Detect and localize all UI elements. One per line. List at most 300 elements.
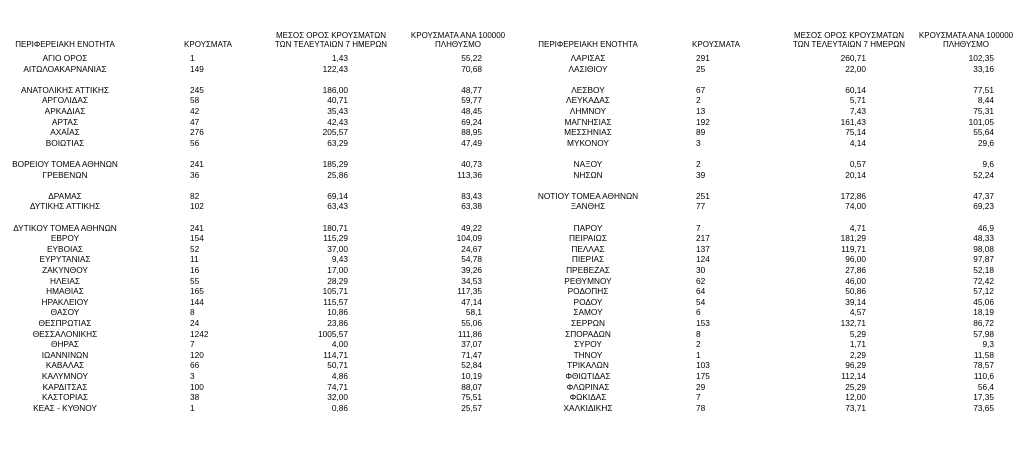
per100k-value: 69,23 (973, 201, 994, 212)
per100k-value: 48,45 (461, 106, 482, 116)
table-row (520, 170, 1024, 180)
table-row (520, 318, 1024, 328)
cases-value: 77 (696, 201, 706, 212)
avg7-value: 1005,57 (318, 328, 348, 339)
header-avg7: ΜΕΣΟΣ ΟΡΟΣ ΚΡΟΥΣΜΑΤΩΝ ΤΩΝ ΤΕΛΕΥΤΑΙΩΝ 7 ΗΜΕΡΩΝ (274, 31, 388, 49)
header-region: ΠΕΡΙΦΕΡΕΙΑΚΗ ΕΝΟΤΗΤΑ (15, 40, 115, 49)
per100k-value: 29,6 (977, 137, 994, 148)
table-row (0, 360, 520, 370)
cases-value: 1242 (190, 328, 209, 339)
avg7-value: 39,14 (845, 296, 866, 307)
region-name: ΙΩΑΝΝΙΝΩΝ (41, 349, 89, 360)
per100k-value: 117,35 (457, 286, 482, 297)
table-row (0, 138, 520, 148)
cases-value: 241 (190, 159, 204, 169)
table-row (520, 233, 1024, 243)
table-row (520, 201, 1024, 211)
avg7-value: 20,14 (845, 169, 866, 180)
table-row (0, 329, 520, 339)
cases-value: 8 (190, 307, 195, 318)
table-row (0, 339, 520, 349)
cases-value: 3 (696, 137, 701, 148)
cases-value: 120 (190, 349, 204, 360)
avg7-value: 132,71 (840, 318, 866, 328)
table-row (520, 191, 1024, 201)
header-avg7: ΜΕΣΟΣ ΟΡΟΣ ΚΡΟΥΣΜΑΤΩΝ ΤΩΝ ΤΕΛΕΥΤΑΙΩΝ 7 ΗΜΕΡΩΝ (792, 31, 906, 49)
table-row (0, 223, 520, 233)
region-name: ΜΕΣΣΗΝΙΑΣ (564, 127, 612, 138)
region-name: ΡΕΘΥΜΝΟΥ (564, 275, 612, 286)
per100k-value: 47,37 (973, 190, 994, 201)
table-row (520, 276, 1024, 286)
cases-value: 2 (696, 159, 701, 169)
table-row (0, 403, 520, 413)
cases-value: 30 (696, 265, 706, 275)
avg7-value: 63,29 (327, 137, 348, 148)
avg7-value: 12,00 (845, 392, 866, 403)
table-row (520, 223, 1024, 233)
per100k-value: 110,6 (973, 371, 994, 381)
per100k-value: 83,43 (461, 190, 482, 201)
avg7-value: 2,29 (849, 349, 866, 360)
cases-value: 217 (696, 233, 710, 244)
per100k-value: 104,09 (456, 233, 482, 244)
per100k-value: 55,06 (461, 318, 482, 328)
avg7-value: 122,43 (322, 63, 348, 74)
cases-value: 25 (696, 63, 706, 74)
avg7-value: 46,00 (845, 275, 866, 286)
table-row (0, 233, 520, 243)
avg7-value: 115,29 (323, 233, 348, 244)
per100k-value: 52,18 (973, 265, 994, 275)
region-name: ΠΕΙΡΑΙΩΣ (569, 233, 607, 244)
cases-value: 47 (190, 116, 200, 127)
per100k-value: 11,58 (973, 349, 994, 360)
per100k-value: 45,06 (973, 296, 994, 307)
region-name: ΒΟΙΩΤΙΑΣ (45, 137, 85, 148)
table-row (520, 254, 1024, 264)
table-row (520, 371, 1024, 381)
table-row (0, 371, 520, 381)
table-row (0, 265, 520, 275)
per100k-value: 111,86 (457, 328, 482, 339)
cases-value: 62 (696, 275, 706, 286)
per100k-value: 57,12 (973, 286, 994, 297)
cases-value: 2 (696, 339, 701, 350)
region-name: ΠΡΕΒΕΖΑΣ (566, 265, 610, 275)
cases-value: 137 (696, 243, 710, 254)
region-name: ΚΑΛΥΜΝΟΥ (41, 371, 89, 381)
per100k-value: 70,68 (461, 63, 482, 74)
per100k-value: 24,67 (461, 243, 482, 254)
per100k-value: 56,4 (977, 381, 994, 392)
cases-value: 6 (696, 307, 701, 318)
avg7-value: 0,86 (331, 402, 348, 413)
cases-value: 7 (696, 392, 701, 403)
cases-value: 13 (696, 106, 706, 116)
table-row (0, 276, 520, 286)
table-row (520, 392, 1024, 402)
region-name: ΓΡΕΒΕΝΩΝ (42, 169, 88, 180)
avg7-value: 22,00 (845, 63, 866, 74)
avg7-value: 186,00 (322, 84, 348, 95)
cases-value: 1 (190, 402, 195, 413)
region-name: ΒΟΡΕΙΟΥ ΤΟΜΕΑ ΑΘΗΝΩΝ (12, 159, 118, 169)
cases-value: 56 (190, 137, 200, 148)
table-row (0, 201, 520, 211)
cases-value: 11 (190, 254, 199, 265)
region-name: ΜΑΓΝΗΣΙΑΣ (564, 116, 612, 127)
region-name: ΗΡΑΚΛΕΙΟΥ (41, 296, 89, 307)
region-name: ΔΥΤΙΚΟΥ ΤΟΜΕΑ ΑΘΗΝΩΝ (13, 222, 117, 233)
table-row (520, 265, 1024, 275)
region-name: ΣΑΜΟΥ (573, 307, 603, 318)
region-name: ΑΧΑΪΑΣ (50, 127, 80, 138)
avg7-value: 205,57 (322, 127, 348, 138)
cases-value: 8 (696, 328, 701, 339)
avg7-value: 96,29 (845, 360, 866, 371)
per100k-value: 10,19 (461, 371, 482, 381)
table-row (520, 382, 1024, 392)
right-table (520, 0, 1024, 455)
avg7-value: 4,86 (331, 371, 348, 381)
region-name: ΣΕΡΡΩΝ (571, 318, 605, 328)
per100k-value: 52,24 (973, 169, 994, 180)
cases-value: 102 (190, 201, 204, 212)
region-name: ΦΛΩΡΙΝΑΣ (566, 381, 610, 392)
region-name: ΛΕΥΚΑΔΑΣ (566, 95, 610, 106)
per100k-value: 9,3 (982, 339, 994, 350)
region-name: ΛΗΜΝΟΥ (569, 106, 607, 116)
header-region: ΠΕΡΙΦΕΡΕΙΑΚΗ ΕΝΟΤΗΤΑ (538, 40, 638, 49)
avg7-value: 25,29 (845, 381, 866, 392)
cases-value: 82 (190, 190, 200, 201)
avg7-value: 4,57 (849, 307, 866, 318)
table-row (520, 138, 1024, 148)
region-name: ΛΑΣΙΘΙΟΥ (568, 63, 608, 74)
table-row (520, 244, 1024, 254)
table-row (0, 53, 520, 63)
region-name: ΑΓΙΟ ΟΡΟΣ (42, 53, 88, 63)
region-name: ΕΒΡΟΥ (50, 233, 80, 244)
header-per100k: ΚΡΟΥΣΜΑΤΑ ΑΝΑ 100000 ΠΛΗΘΥΣΜΟ (410, 31, 506, 49)
cases-value: 52 (190, 243, 200, 254)
cases-value: 154 (190, 233, 204, 244)
avg7-value: 42,43 (327, 116, 348, 127)
cases-value: 1 (190, 53, 195, 63)
avg7-value: 73,71 (845, 402, 866, 413)
cases-value: 153 (696, 318, 710, 328)
per100k-value: 48,33 (973, 233, 994, 244)
per100k-value: 102,35 (968, 53, 994, 63)
table-row (520, 339, 1024, 349)
cases-value: 36 (190, 169, 200, 180)
avg7-value: 69,14 (327, 190, 348, 201)
region-name: ΚΑΣΤΟΡΙΑΣ (41, 392, 89, 403)
cases-value: 39 (696, 169, 706, 180)
avg7-value: 114,71 (323, 349, 348, 360)
region-name: ΦΩΚΙΔΑΣ (569, 392, 607, 403)
header-per100k: ΚΡΟΥΣΜΑΤΑ ΑΝΑ 100000 ΠΛΗΘΥΣΜΟ (918, 31, 1014, 49)
table-row (0, 382, 520, 392)
header-cases: ΚΡΟΥΣΜΑΤΑ (692, 40, 740, 49)
table-row (0, 297, 520, 307)
region-name: ΕΥΡΥΤΑΝΙΑΣ (39, 254, 91, 265)
table-row (0, 350, 520, 360)
avg7-value: 5,29 (849, 328, 866, 339)
per100k-value: 33,16 (973, 63, 994, 74)
region-name: ΤΡΙΚΑΛΩΝ (567, 360, 609, 371)
region-name: ΘΕΣΠΡΩΤΙΑΣ (38, 318, 92, 328)
region-name: ΑΝΑΤΟΛΙΚΗΣ ΑΤΤΙΚΗΣ (20, 84, 110, 95)
per100k-value: 78,57 (973, 360, 994, 371)
avg7-value: 28,29 (327, 275, 348, 286)
avg7-value: 185,29 (322, 159, 348, 169)
region-name: ΗΛΕΙΑΣ (49, 275, 81, 286)
per100k-value: 57,98 (973, 328, 994, 339)
avg7-value: 1,71 (849, 339, 866, 350)
avg7-value: 4,71 (849, 222, 866, 233)
table-row (0, 117, 520, 127)
per100k-value: 72,42 (973, 275, 994, 286)
region-name: ΑΡΓΟΛΙΔΑΣ (42, 95, 88, 106)
cases-value: 144 (190, 296, 204, 307)
table-row (520, 53, 1024, 63)
region-name: ΘΑΣΟΥ (50, 307, 80, 318)
region-name: ΑΙΤΩΛΟΑΚΑΡΝΑΝΙΑΣ (23, 63, 107, 74)
region-name: ΘΕΣΣΑΛΟΝΙΚΗΣ (32, 328, 98, 339)
avg7-value: 1,43 (331, 53, 348, 63)
cases-value: 29 (696, 381, 706, 392)
region-name: ΛΕΣΒΟΥ (571, 84, 605, 95)
table-row (520, 127, 1024, 137)
cases-value: 38 (190, 392, 200, 403)
region-name: ΣΠΟΡΑΔΩΝ (565, 328, 611, 339)
cases-value: 2 (696, 95, 701, 106)
per100k-value: 59,77 (461, 95, 482, 106)
cases-value: 7 (696, 222, 701, 233)
region-name: ΚΑΡΔΙΤΣΑΣ (42, 381, 88, 392)
region-name: ΔΥΤΙΚΗΣ ΑΤΤΙΚΗΣ (29, 201, 101, 212)
per100k-value: 71,47 (461, 349, 482, 360)
avg7-value: 17,00 (327, 265, 348, 275)
avg7-value: 0,57 (849, 159, 866, 169)
cases-value: 24 (190, 318, 200, 328)
avg7-value: 37,00 (327, 243, 348, 254)
cases-value: 100 (190, 381, 204, 392)
per100k-value: 101,05 (968, 116, 994, 127)
table-row (520, 117, 1024, 127)
table-row (520, 85, 1024, 95)
avg7-value: 180,71 (322, 222, 348, 233)
cases-value: 149 (190, 63, 204, 74)
table-row (520, 307, 1024, 317)
per100k-value: 25,57 (461, 402, 482, 413)
table-row (0, 85, 520, 95)
avg7-value: 23,86 (327, 318, 348, 328)
region-name: ΠΙΕΡΙΑΣ (571, 254, 605, 265)
avg7-value: 74,71 (327, 381, 348, 392)
cases-value: 7 (190, 339, 195, 350)
per100k-value: 17,35 (973, 392, 994, 403)
table-row (0, 286, 520, 296)
table-row (0, 127, 520, 137)
cases-value: 124 (696, 254, 710, 265)
table-row (0, 318, 520, 328)
cases-value: 3 (190, 371, 195, 381)
per100k-value: 69,24 (461, 116, 482, 127)
region-name: ΦΘΙΩΤΙΔΑΣ (565, 371, 611, 381)
avg7-value: 50,71 (327, 360, 348, 371)
table-row (520, 159, 1024, 169)
per100k-value: 77,51 (973, 84, 994, 95)
per100k-value: 54,78 (461, 254, 482, 265)
table-row (0, 191, 520, 201)
per100k-value: 34,53 (461, 275, 482, 286)
per100k-value: 55,64 (973, 127, 994, 138)
per100k-value: 63,38 (461, 201, 482, 212)
avg7-value: 260,71 (840, 53, 866, 63)
region-name: ΠΑΡΟΥ (573, 222, 603, 233)
table-row (520, 64, 1024, 74)
avg7-value: 32,00 (327, 392, 348, 403)
cases-value: 54 (696, 296, 706, 307)
table-row (520, 106, 1024, 116)
table-row (0, 254, 520, 264)
per100k-value: 98,08 (973, 243, 994, 254)
avg7-value: 7,43 (849, 106, 866, 116)
per100k-value: 9,6 (982, 159, 994, 169)
avg7-value: 119,71 (841, 243, 866, 254)
per100k-value: 18,19 (973, 307, 994, 318)
avg7-value: 74,00 (845, 201, 866, 212)
avg7-value: 50,86 (845, 286, 866, 297)
per100k-value: 75,31 (973, 106, 994, 116)
table-row (520, 286, 1024, 296)
cases-value: 89 (696, 127, 706, 138)
per100k-value: 48,77 (461, 84, 482, 95)
region-name: ΡΟΔΟΥ (573, 296, 603, 307)
cases-value: 67 (696, 84, 706, 95)
avg7-value: 75,14 (845, 127, 866, 138)
table-row (0, 95, 520, 105)
per100k-value: 86,72 (973, 318, 994, 328)
per100k-value: 39,26 (461, 265, 482, 275)
avg7-value: 35,43 (327, 106, 348, 116)
avg7-value: 25,86 (327, 169, 348, 180)
table-row (0, 244, 520, 254)
region-name: ΝΑΞΟΥ (573, 159, 603, 169)
cases-value: 66 (190, 360, 200, 371)
region-name: ΔΡΑΜΑΣ (48, 190, 82, 201)
table-row (0, 307, 520, 317)
avg7-value: 10,86 (327, 307, 348, 318)
cases-value: 58 (190, 95, 200, 106)
avg7-value: 63,43 (327, 201, 348, 212)
per100k-value: 55,22 (461, 53, 482, 63)
cases-value: 64 (696, 286, 706, 297)
cases-value: 55 (190, 275, 200, 286)
per100k-value: 40,73 (461, 159, 482, 169)
per100k-value: 52,84 (461, 360, 482, 371)
table-row (0, 106, 520, 116)
per100k-value: 46,9 (977, 222, 994, 233)
cases-value: 192 (696, 116, 710, 127)
region-name: ΚΕΑΣ - ΚΥΘΝΟΥ (33, 402, 97, 413)
cases-value: 42 (190, 106, 200, 116)
region-name: ΛΑΡΙΣΑΣ (570, 53, 606, 63)
table-row (0, 159, 520, 169)
avg7-value: 181,29 (840, 233, 866, 244)
avg7-value: 4,00 (331, 339, 348, 350)
avg7-value: 115,57 (323, 296, 348, 307)
per100k-value: 75,51 (461, 392, 482, 403)
avg7-value: 40,71 (327, 95, 348, 106)
cases-value: 241 (190, 222, 204, 233)
avg7-value: 4,14 (849, 137, 866, 148)
table-row (0, 64, 520, 74)
region-name: ΑΡΤΑΣ (51, 116, 79, 127)
per100k-value: 88,95 (461, 127, 482, 138)
table-row (520, 329, 1024, 339)
avg7-value: 9,43 (331, 254, 348, 265)
cases-value: 175 (696, 371, 710, 381)
avg7-value: 172,86 (840, 190, 866, 201)
avg7-value: 60,14 (845, 84, 866, 95)
cases-value: 16 (190, 265, 200, 275)
per100k-value: 58,1 (465, 307, 482, 318)
region-name: ΕΥΒΟΙΑΣ (46, 243, 84, 254)
per100k-value: 88,07 (461, 381, 482, 392)
cases-value: 78 (696, 402, 706, 413)
cases-value: 245 (190, 84, 204, 95)
per100k-value: 8,44 (977, 95, 994, 106)
cases-value: 103 (696, 360, 710, 371)
avg7-value: 96,00 (845, 254, 866, 265)
cases-value: 251 (696, 190, 710, 201)
avg7-value: 27,86 (845, 265, 866, 275)
table-row (0, 170, 520, 180)
avg7-value: 161,43 (840, 116, 866, 127)
region-name: ΚΑΒΑΛΑΣ (45, 360, 85, 371)
header-cases: ΚΡΟΥΣΜΑΤΑ (184, 40, 232, 49)
region-name: ΗΜΑΘΙΑΣ (46, 286, 84, 297)
region-name: ΖΑΚΥΝΘΟΥ (42, 265, 88, 275)
region-name: ΝΟΤΙΟΥ ΤΟΜΕΑ ΑΘΗΝΩΝ (537, 190, 639, 201)
region-name: ΡΟΔΟΠΗΣ (567, 286, 609, 297)
per100k-value: 47,14 (461, 296, 482, 307)
region-name: ΜΥΚΟΝΟΥ (567, 137, 609, 148)
region-name: ΘΗΡΑΣ (50, 339, 80, 350)
region-name: ΝΗΣΩΝ (573, 169, 603, 180)
region-name: ΞΑΝΘΗΣ (570, 201, 606, 212)
cases-value: 291 (696, 53, 710, 63)
region-name: ΣΥΡΟΥ (574, 339, 602, 350)
table-row (520, 297, 1024, 307)
region-name: ΑΡΚΑΔΙΑΣ (44, 106, 86, 116)
per100k-value: 47,49 (461, 137, 482, 148)
per100k-value: 97,87 (973, 254, 994, 265)
region-name: ΤΗΝΟΥ (573, 349, 603, 360)
table-row (520, 95, 1024, 105)
cases-value: 165 (190, 286, 204, 297)
per100k-value: 37,07 (461, 339, 482, 350)
table-row (0, 392, 520, 402)
avg7-value: 112,14 (841, 371, 866, 381)
per100k-value: 49,22 (461, 222, 482, 233)
per100k-value: 113,36 (457, 169, 482, 180)
region-name: ΠΕΛΛΑΣ (571, 243, 605, 254)
